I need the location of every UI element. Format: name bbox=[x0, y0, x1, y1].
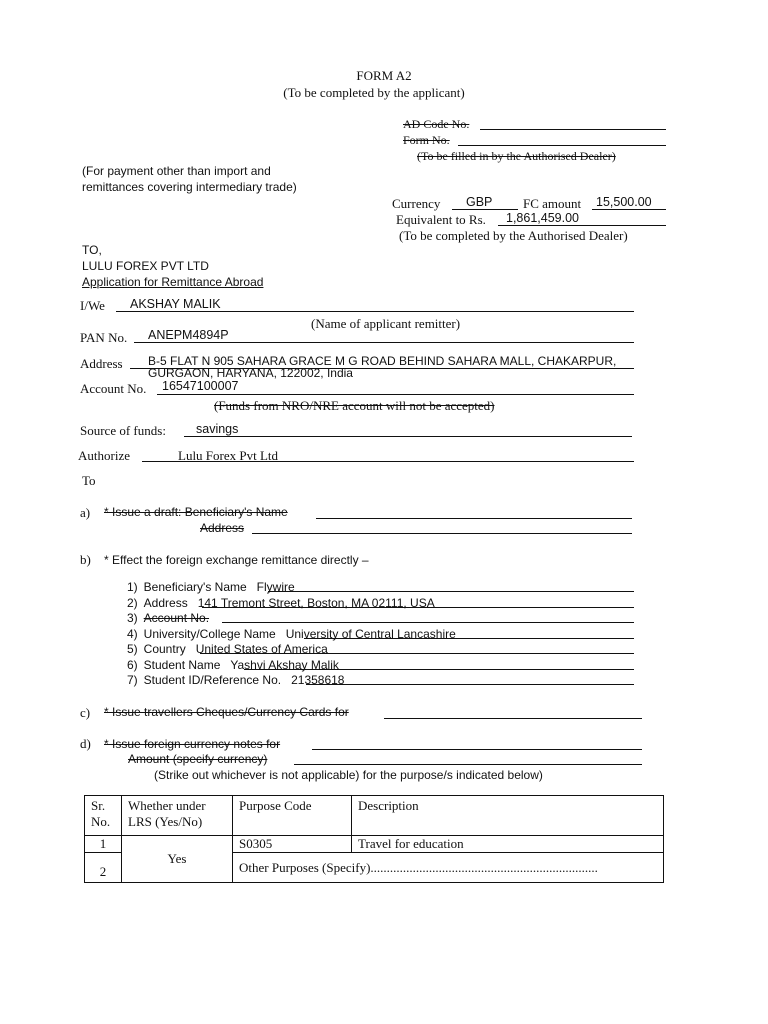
currency-value[interactable]: GBP bbox=[466, 195, 493, 209]
beneficiary-item-number: 7) bbox=[127, 673, 138, 687]
currency-note: (To be completed by the Authorised Dealer) bbox=[399, 228, 628, 243]
currency-label: Currency bbox=[392, 196, 441, 211]
beneficiary-item-value[interactable]: 21358618 bbox=[291, 673, 345, 687]
account-value[interactable]: 16547100007 bbox=[162, 379, 239, 393]
pan-line bbox=[134, 342, 634, 343]
payment-note-line2: remittances covering intermediary trade) bbox=[82, 180, 297, 194]
source-label: Source of funds: bbox=[80, 423, 166, 438]
beneficiary-item-label: Beneficiary's Name bbox=[143, 580, 247, 594]
row1-sr: 1 bbox=[85, 836, 122, 853]
beneficiary-item-label: Student ID/Reference No. bbox=[143, 673, 282, 687]
iwe-label: I/We bbox=[80, 298, 105, 313]
beneficiary-item-number: 3) bbox=[127, 611, 138, 625]
row1-description[interactable]: Travel for education bbox=[352, 836, 664, 853]
payment-note-line1: (For payment other than import and bbox=[82, 164, 271, 178]
row2-sr: 2 bbox=[85, 853, 122, 883]
header-lrs: Whether under LRS (Yes/No) bbox=[122, 796, 233, 836]
beneficiary-item-number: 5) bbox=[127, 642, 138, 656]
pan-value[interactable]: ANEPM4894P bbox=[148, 328, 229, 342]
section-c-field[interactable] bbox=[384, 718, 642, 719]
beneficiary-item-line bbox=[244, 669, 634, 670]
application-title: Application for Remittance Abroad bbox=[82, 275, 264, 289]
equivalent-value[interactable]: 1,861,459.00 bbox=[506, 211, 579, 225]
name-caption: (Name of applicant remitter) bbox=[311, 316, 461, 331]
form-no-field[interactable] bbox=[458, 145, 666, 146]
header-description: Description bbox=[352, 796, 664, 836]
equivalent-label: Equivalent to Rs. bbox=[396, 212, 486, 227]
table-header-row bbox=[85, 796, 664, 836]
account-line bbox=[157, 394, 634, 395]
ad-code-label: AD Code No. bbox=[403, 117, 470, 131]
row1-lrs[interactable]: Yes bbox=[122, 836, 233, 883]
account-label: Account No. bbox=[80, 381, 147, 396]
currency-line bbox=[452, 209, 518, 210]
name-line bbox=[116, 311, 634, 312]
fc-amount-value[interactable]: 15,500.00 bbox=[596, 195, 652, 209]
beneficiary-item-number: 1) bbox=[127, 580, 138, 594]
purpose-table bbox=[84, 795, 664, 883]
beneficiary-item-line bbox=[306, 684, 634, 685]
beneficiary-item-line bbox=[200, 653, 634, 654]
section-d-field[interactable] bbox=[312, 749, 642, 750]
form-title: FORM A2 bbox=[356, 68, 412, 83]
beneficiary-item-value[interactable]: University of Central Lancashire bbox=[285, 626, 456, 641]
form-no-label: Form No. bbox=[403, 133, 450, 147]
header-sr-no: Sr. No. bbox=[85, 796, 122, 836]
beneficiary-item-label: Country bbox=[143, 642, 186, 656]
beneficiary-item-line bbox=[304, 638, 634, 639]
beneficiary-item-number: 4) bbox=[127, 626, 138, 641]
beneficiary-item-line bbox=[268, 591, 634, 592]
form-subtitle: (To be completed by the applicant) bbox=[283, 85, 465, 100]
beneficiary-item-line bbox=[202, 607, 634, 608]
section-c-label: * Issue travellers Cheques/Currency Cards for bbox=[104, 705, 349, 719]
beneficiary-item-label: University/College Name bbox=[143, 626, 276, 641]
fc-amount-label: FC amount bbox=[523, 196, 582, 211]
section-d-amount-label: Amount (specify currency) bbox=[128, 752, 268, 766]
pan-label: PAN No. bbox=[80, 330, 128, 345]
authorize-label: Authorize bbox=[78, 448, 130, 463]
section-b-label: * Effect the foreign exchange remittance directly – bbox=[104, 553, 369, 567]
section-b-letter: b) bbox=[80, 552, 91, 567]
section-a-address-label: Address bbox=[200, 521, 245, 535]
to-label-2: To bbox=[82, 473, 96, 488]
ad-fill-note: (To be filled in by the Authorised Dealer) bbox=[417, 149, 616, 163]
section-a-letter: a) bbox=[80, 505, 91, 520]
address-a-field[interactable] bbox=[252, 533, 632, 534]
beneficiary-item bbox=[127, 671, 344, 689]
ad-code-field[interactable] bbox=[480, 129, 666, 130]
applicant-name[interactable]: AKSHAY MALIK bbox=[130, 297, 221, 311]
beneficiary-item-label: Account No. bbox=[143, 611, 210, 625]
beneficiary-item-line bbox=[222, 622, 634, 623]
company-name: LULU FOREX PVT LTD bbox=[82, 259, 209, 273]
address-label: Address bbox=[80, 356, 123, 371]
row1-code[interactable]: S0305 bbox=[233, 836, 352, 853]
beneficiary-item-value[interactable]: United States of America bbox=[195, 642, 328, 656]
address-value-line1[interactable]: B-5 FLAT N 905 SAHARA GRACE M G ROAD BEHIND SAHARA MALL, CHAKARPUR, bbox=[148, 354, 617, 368]
equivalent-line bbox=[498, 225, 666, 226]
section-d-letter: d) bbox=[80, 736, 91, 751]
authorize-value[interactable]: Lulu Forex Pvt Ltd bbox=[178, 448, 279, 463]
address-value-line2[interactable]: GURGAON, HARYANA, 122002, India bbox=[148, 366, 353, 380]
beneficiary-item-number: 6) bbox=[127, 657, 138, 672]
beneficiary-item-value[interactable]: Yashvi Akshay Malik bbox=[230, 657, 339, 672]
beneficiary-item-label: Address bbox=[143, 595, 188, 610]
section-d-amount-field[interactable] bbox=[294, 764, 642, 765]
beneficiary-item-value[interactable]: Flywire bbox=[256, 580, 295, 594]
funds-note: (Funds from NRO/NRE account will not be accepted) bbox=[214, 398, 495, 413]
beneficiary-item-label: Student Name bbox=[143, 657, 221, 672]
source-line bbox=[184, 436, 632, 437]
header-purpose-code: Purpose Code bbox=[233, 796, 352, 836]
section-a-label: * Issue a draft: Beneficiary's Name bbox=[104, 505, 288, 519]
section-c-letter: c) bbox=[80, 705, 91, 720]
to-label: TO, bbox=[82, 243, 102, 257]
fc-amount-line bbox=[592, 209, 666, 210]
row2-description[interactable]: Other Purposes (Specify)...................................................................... bbox=[233, 853, 664, 883]
table-row bbox=[85, 836, 664, 853]
beneficiary-a-field[interactable] bbox=[316, 518, 632, 519]
strike-note: (Strike out whichever is not applicable) for the purpose/s indicated below) bbox=[154, 768, 543, 782]
section-d-label: * Issue foreign currency notes for bbox=[104, 737, 281, 751]
beneficiary-item-value[interactable]: 141 Tremont Street, Boston, MA 02111, USA bbox=[197, 595, 435, 610]
beneficiary-item-number: 2) bbox=[127, 595, 138, 610]
source-value[interactable]: savings bbox=[196, 422, 239, 436]
